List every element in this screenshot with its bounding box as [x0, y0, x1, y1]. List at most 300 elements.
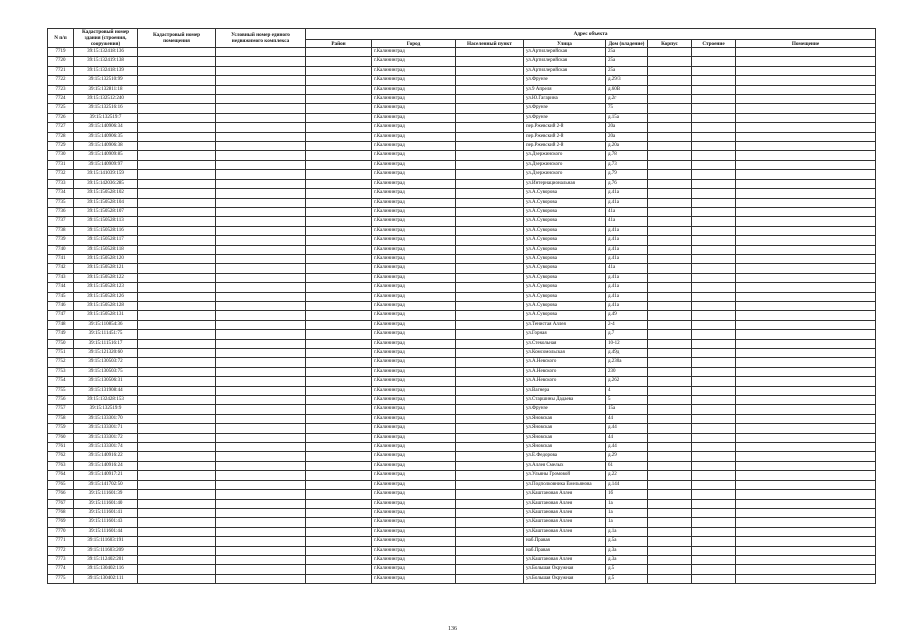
- city-cell: г.Калининград: [372, 273, 456, 282]
- street-cell: ул.А.Невского: [524, 358, 606, 367]
- street-cell: ул.Каштановая Аллея: [524, 527, 606, 536]
- conditional-number-cell: [216, 254, 306, 263]
- street-cell: ул.Фрунзе: [524, 113, 606, 122]
- structure-cell: [692, 254, 736, 263]
- city-cell: г.Калининград: [372, 151, 456, 160]
- structure-cell: [692, 405, 736, 414]
- row-number: 7771: [48, 537, 74, 546]
- table-row: [48, 405, 876, 414]
- header-room: Помещение: [736, 40, 876, 48]
- conditional-number-cell: [216, 311, 306, 320]
- settlement-cell: [456, 179, 524, 188]
- structure-cell: [692, 508, 736, 517]
- house-cell: д.230а: [606, 358, 648, 367]
- cadastral-number: 39:15:130503:75: [74, 367, 138, 376]
- house-cell: 20а: [606, 123, 648, 132]
- house-cell: 25а: [606, 66, 648, 75]
- house-cell: 5: [606, 396, 648, 405]
- district-cell: [306, 480, 372, 489]
- conditional-number-cell: [216, 95, 306, 104]
- conditional-number-cell: [216, 292, 306, 301]
- city-cell: г.Калининград: [372, 452, 456, 461]
- premises-cell: [138, 292, 216, 301]
- table-row: [48, 48, 876, 57]
- row-number: 7751: [48, 349, 74, 358]
- city-cell: г.Калининград: [372, 123, 456, 132]
- table-row: [48, 433, 876, 442]
- cadastral-number: 39:15:150528:113: [74, 217, 138, 226]
- settlement-cell: [456, 292, 524, 301]
- district-cell: [306, 226, 372, 235]
- structure-cell: [692, 546, 736, 555]
- premises-cell: [138, 264, 216, 273]
- street-cell: ул.Каштановая Аллея: [524, 499, 606, 508]
- house-cell: д.20а: [606, 142, 648, 151]
- cadastral-number: 39:15:133301:71: [74, 424, 138, 433]
- street-cell: ул.Комсомольская: [524, 349, 606, 358]
- cadastral-number: 39:15:150528:120: [74, 254, 138, 263]
- conditional-number-cell: [216, 499, 306, 508]
- cadastral-number: 39:15:111601:43: [74, 518, 138, 527]
- settlement-cell: [456, 113, 524, 122]
- building-cell: [648, 85, 692, 94]
- premises-cell: [138, 574, 216, 583]
- room-cell: [736, 461, 876, 470]
- premises-cell: [138, 48, 216, 57]
- structure-cell: [692, 236, 736, 245]
- cadastral-number: 39:15:110854:36: [74, 320, 138, 329]
- house-cell: д.144: [606, 480, 648, 489]
- table-row: [48, 461, 876, 470]
- street-cell: ул.А.Суворова: [524, 245, 606, 254]
- room-cell: [736, 433, 876, 442]
- district-cell: [306, 414, 372, 423]
- table-row: [48, 518, 876, 527]
- table-row: [48, 555, 876, 564]
- street-cell: ул.А.Суворова: [524, 273, 606, 282]
- row-number: 7744: [48, 283, 74, 292]
- room-cell: [736, 283, 876, 292]
- cadastral-number: 39:15:131908:44: [74, 386, 138, 395]
- conditional-number-cell: [216, 433, 306, 442]
- premises-cell: [138, 452, 216, 461]
- table-row: [48, 499, 876, 508]
- room-cell: [736, 264, 876, 273]
- house-cell: д.5: [606, 574, 648, 583]
- building-cell: [648, 170, 692, 179]
- row-number: 7755: [48, 386, 74, 395]
- house-cell: 1а: [606, 518, 648, 527]
- city-cell: г.Калининград: [372, 236, 456, 245]
- table-row: [48, 123, 876, 132]
- street-cell: ул.А.Суворова: [524, 236, 606, 245]
- table-row: [48, 226, 876, 235]
- conditional-number-cell: [216, 151, 306, 160]
- settlement-cell: [456, 349, 524, 358]
- house-cell: д.2г: [606, 95, 648, 104]
- district-cell: [306, 264, 372, 273]
- table-row: [48, 179, 876, 188]
- structure-cell: [692, 151, 736, 160]
- room-cell: [736, 85, 876, 94]
- table-row: [48, 480, 876, 489]
- row-number: 7745: [48, 292, 74, 301]
- street-cell: ул.Каштановая Аллея: [524, 555, 606, 564]
- table-row: [48, 386, 876, 395]
- building-cell: [648, 301, 692, 310]
- room-cell: [736, 499, 876, 508]
- settlement-cell: [456, 160, 524, 169]
- city-cell: г.Калининград: [372, 443, 456, 452]
- building-cell: [648, 339, 692, 348]
- conditional-number-cell: [216, 245, 306, 254]
- building-cell: [648, 160, 692, 169]
- district-cell: [306, 198, 372, 207]
- row-number: 7742: [48, 264, 74, 273]
- structure-cell: [692, 207, 736, 216]
- city-cell: г.Калининград: [372, 245, 456, 254]
- house-cell: д.41а: [606, 292, 648, 301]
- city-cell: г.Калининград: [372, 76, 456, 85]
- conditional-number-cell: [216, 179, 306, 188]
- document-page: [47, 28, 875, 584]
- structure-cell: [692, 217, 736, 226]
- building-cell: [648, 76, 692, 85]
- premises-cell: [138, 245, 216, 254]
- city-cell: г.Калининград: [372, 349, 456, 358]
- conditional-number-cell: [216, 132, 306, 141]
- cadastral-number: 39:15:150528:121: [74, 264, 138, 273]
- cadastral-number: 39:15:111451:75: [74, 330, 138, 339]
- house-cell: 75: [606, 104, 648, 113]
- premises-cell: [138, 76, 216, 85]
- city-cell: г.Калининград: [372, 499, 456, 508]
- premises-cell: [138, 189, 216, 198]
- district-cell: [306, 311, 372, 320]
- property-table: [47, 28, 876, 584]
- structure-cell: [692, 311, 736, 320]
- room-cell: [736, 113, 876, 122]
- city-cell: г.Калининград: [372, 339, 456, 348]
- district-cell: [306, 537, 372, 546]
- premises-cell: [138, 367, 216, 376]
- row-number: 7724: [48, 95, 74, 104]
- city-cell: г.Калининград: [372, 207, 456, 216]
- cadastral-number: 39:15:150528:126: [74, 292, 138, 301]
- table-row: [48, 527, 876, 536]
- row-number: 7746: [48, 301, 74, 310]
- city-cell: г.Калининград: [372, 358, 456, 367]
- street-cell: ул.Яновская: [524, 424, 606, 433]
- street-cell: ул.Стекольная: [524, 339, 606, 348]
- building-cell: [648, 471, 692, 480]
- premises-cell: [138, 104, 216, 113]
- cadastral-number: 39:15:132519:7: [74, 113, 138, 122]
- conditional-number-cell: [216, 104, 306, 113]
- building-cell: [648, 142, 692, 151]
- house-cell: 1б: [606, 490, 648, 499]
- city-cell: г.Калининград: [372, 179, 456, 188]
- table-row: [48, 311, 876, 320]
- house-cell: д.41а: [606, 245, 648, 254]
- district-cell: [306, 405, 372, 414]
- table-row: [48, 424, 876, 433]
- room-cell: [736, 546, 876, 555]
- conditional-number-cell: [216, 66, 306, 75]
- district-cell: [306, 461, 372, 470]
- conditional-number-cell: [216, 189, 306, 198]
- settlement-cell: [456, 76, 524, 85]
- city-cell: г.Калининград: [372, 160, 456, 169]
- premises-cell: [138, 198, 216, 207]
- table-row: [48, 443, 876, 452]
- row-number: 7736: [48, 207, 74, 216]
- city-cell: г.Калининград: [372, 113, 456, 122]
- structure-cell: [692, 273, 736, 282]
- row-number: 7734: [48, 189, 74, 198]
- row-number: 7768: [48, 508, 74, 517]
- premises-cell: [138, 179, 216, 188]
- structure-cell: [692, 367, 736, 376]
- header-num: N п/п: [48, 29, 74, 48]
- settlement-cell: [456, 499, 524, 508]
- row-number: 7730: [48, 151, 74, 160]
- row-number: 7761: [48, 443, 74, 452]
- row-number: 7743: [48, 273, 74, 282]
- city-cell: г.Калининград: [372, 264, 456, 273]
- district-cell: [306, 555, 372, 564]
- district-cell: [306, 283, 372, 292]
- settlement-cell: [456, 151, 524, 160]
- cadastral-number: 39:15:150528:128: [74, 301, 138, 310]
- cadastral-number: 39:15:130402:111: [74, 574, 138, 583]
- header-settlement: Населенный пункт: [456, 40, 524, 48]
- cadastral-number: 39:15:140906:35: [74, 132, 138, 141]
- street-cell: ул.А.Суворова: [524, 217, 606, 226]
- conditional-number-cell: [216, 207, 306, 216]
- cadastral-number: 39:15:132419:138: [74, 57, 138, 66]
- row-number: 7757: [48, 405, 74, 414]
- district-cell: [306, 189, 372, 198]
- settlement-cell: [456, 461, 524, 470]
- city-cell: г.Калининград: [372, 555, 456, 564]
- row-number: 7754: [48, 377, 74, 386]
- cadastral-number: 39:15:130506:31: [74, 377, 138, 386]
- city-cell: г.Калининград: [372, 537, 456, 546]
- building-cell: [648, 179, 692, 188]
- street-cell: ул.Дзержинского: [524, 170, 606, 179]
- premises-cell: [138, 424, 216, 433]
- room-cell: [736, 151, 876, 160]
- room-cell: [736, 396, 876, 405]
- table-row: [48, 292, 876, 301]
- house-cell: 41а: [606, 207, 648, 216]
- conditional-number-cell: [216, 490, 306, 499]
- room-cell: [736, 66, 876, 75]
- district-cell: [306, 452, 372, 461]
- street-cell: ул.А.Суворова: [524, 301, 606, 310]
- settlement-cell: [456, 433, 524, 442]
- street-cell: ул.А.Суворова: [524, 198, 606, 207]
- street-cell: ул.Яновская: [524, 433, 606, 442]
- conditional-number-cell: [216, 574, 306, 583]
- room-cell: [736, 349, 876, 358]
- room-cell: [736, 198, 876, 207]
- street-cell: ул.Ульяны Громовой: [524, 471, 606, 480]
- settlement-cell: [456, 95, 524, 104]
- district-cell: [306, 151, 372, 160]
- premises-cell: [138, 339, 216, 348]
- city-cell: г.Калининград: [372, 104, 456, 113]
- settlement-cell: [456, 273, 524, 282]
- room-cell: [736, 330, 876, 339]
- cadastral-number: 39:15:111603:191: [74, 537, 138, 546]
- structure-cell: [692, 189, 736, 198]
- table-row: [48, 367, 876, 376]
- row-number: 7769: [48, 518, 74, 527]
- conditional-number-cell: [216, 555, 306, 564]
- structure-cell: [692, 358, 736, 367]
- settlement-cell: [456, 405, 524, 414]
- building-cell: [648, 236, 692, 245]
- street-cell: ул.Яновская: [524, 414, 606, 423]
- district-cell: [306, 160, 372, 169]
- structure-cell: [692, 565, 736, 574]
- street-cell: ул.Яновская: [524, 443, 606, 452]
- building-cell: [648, 546, 692, 555]
- row-number: 7723: [48, 85, 74, 94]
- row-number: 7763: [48, 461, 74, 470]
- house-cell: 2-4: [606, 320, 648, 329]
- cadastral-number: 39:15:111601:39: [74, 490, 138, 499]
- room-cell: [736, 226, 876, 235]
- district-cell: [306, 123, 372, 132]
- room-cell: [736, 254, 876, 263]
- street-cell: ул.Каштановая Аллея: [524, 490, 606, 499]
- city-cell: г.Калининград: [372, 377, 456, 386]
- house-cell: д.41а: [606, 273, 648, 282]
- building-cell: [648, 537, 692, 546]
- building-cell: [648, 518, 692, 527]
- settlement-cell: [456, 443, 524, 452]
- building-cell: [648, 273, 692, 282]
- settlement-cell: [456, 386, 524, 395]
- cadastral-number: 39:15:132418:136: [74, 48, 138, 57]
- house-cell: д.60В: [606, 85, 648, 94]
- structure-cell: [692, 320, 736, 329]
- table-row: [48, 320, 876, 329]
- table-row: [48, 490, 876, 499]
- conditional-number-cell: [216, 113, 306, 122]
- street-cell: наб.Правая: [524, 546, 606, 555]
- room-cell: [736, 574, 876, 583]
- structure-cell: [692, 555, 736, 564]
- city-cell: г.Калининград: [372, 226, 456, 235]
- city-cell: г.Калининград: [372, 565, 456, 574]
- settlement-cell: [456, 226, 524, 235]
- table-row: [48, 358, 876, 367]
- district-cell: [306, 95, 372, 104]
- structure-cell: [692, 292, 736, 301]
- city-cell: г.Калининград: [372, 66, 456, 75]
- cadastral-number: 39:15:111601:41: [74, 508, 138, 517]
- building-cell: [648, 123, 692, 132]
- building-cell: [648, 217, 692, 226]
- cadastral-number: 39:15:140916:22: [74, 452, 138, 461]
- house-cell: д.41а: [606, 198, 648, 207]
- cadastral-number: 39:15:150528:123: [74, 283, 138, 292]
- city-cell: г.Калининград: [372, 85, 456, 94]
- district-cell: [306, 443, 372, 452]
- house-cell: д.79: [606, 170, 648, 179]
- settlement-cell: [456, 396, 524, 405]
- conditional-number-cell: [216, 57, 306, 66]
- city-cell: г.Калининград: [372, 57, 456, 66]
- district-cell: [306, 386, 372, 395]
- row-number: 7719: [48, 48, 74, 57]
- settlement-cell: [456, 132, 524, 141]
- house-cell: д.49д: [606, 349, 648, 358]
- street-cell: ул.Фрунзе: [524, 405, 606, 414]
- premises-cell: [138, 170, 216, 179]
- district-cell: [306, 236, 372, 245]
- structure-cell: [692, 527, 736, 536]
- room-cell: [736, 170, 876, 179]
- structure-cell: [692, 518, 736, 527]
- city-cell: г.Калининград: [372, 48, 456, 57]
- cadastral-number: 39:15:140916:24: [74, 461, 138, 470]
- table-row: [48, 217, 876, 226]
- conditional-number-cell: [216, 236, 306, 245]
- city-cell: г.Калининград: [372, 527, 456, 536]
- structure-cell: [692, 301, 736, 310]
- settlement-cell: [456, 123, 524, 132]
- house-cell: 41а: [606, 217, 648, 226]
- header-building: Корпус: [648, 40, 692, 48]
- district-cell: [306, 574, 372, 583]
- row-number: 7773: [48, 555, 74, 564]
- city-cell: г.Калининград: [372, 490, 456, 499]
- cadastral-number: 39:15:132516:16: [74, 104, 138, 113]
- building-cell: [648, 330, 692, 339]
- district-cell: [306, 254, 372, 263]
- district-cell: [306, 367, 372, 376]
- settlement-cell: [456, 264, 524, 273]
- premises-cell: [138, 151, 216, 160]
- conditional-number-cell: [216, 471, 306, 480]
- structure-cell: [692, 452, 736, 461]
- cadastral-number: 39:15:140917:21: [74, 471, 138, 480]
- city-cell: г.Калининград: [372, 217, 456, 226]
- house-cell: д.41а: [606, 301, 648, 310]
- city-cell: г.Калининград: [372, 292, 456, 301]
- street-cell: ул.Горная: [524, 330, 606, 339]
- street-cell: ул.А.Невского: [524, 367, 606, 376]
- structure-cell: [692, 490, 736, 499]
- settlement-cell: [456, 301, 524, 310]
- row-number: 7725: [48, 104, 74, 113]
- row-number: 7758: [48, 414, 74, 423]
- row-number: 7741: [48, 254, 74, 263]
- structure-cell: [692, 142, 736, 151]
- premises-cell: [138, 283, 216, 292]
- street-cell: ул.Артиллерийская: [524, 66, 606, 75]
- building-cell: [648, 95, 692, 104]
- district-cell: [306, 508, 372, 517]
- district-cell: [306, 85, 372, 94]
- room-cell: [736, 179, 876, 188]
- room-cell: [736, 405, 876, 414]
